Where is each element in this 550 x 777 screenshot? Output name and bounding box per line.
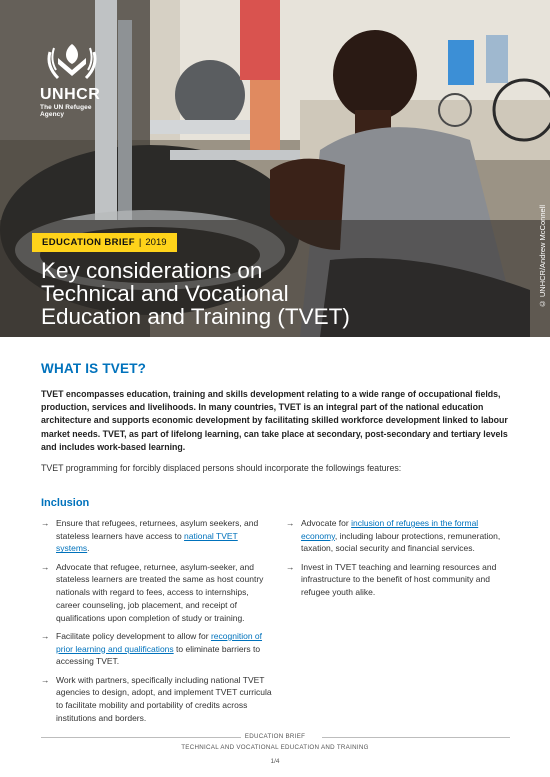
item-text: Facilitate policy development to allow for — [56, 630, 211, 641]
unhcr-emblem-icon — [44, 40, 100, 84]
list-item — [41, 561, 273, 625]
arrow-icon: → — [41, 518, 50, 528]
title-line-3: Education and Training (TVET) — [41, 304, 350, 329]
list-item — [286, 561, 511, 599]
page-number: 1/4 — [270, 758, 280, 765]
item-text: Advocate that refugee, returnee, asylum-seeker, and stateless learners are treated the same as host country nationals with regard to fees, access to internships, career counseling, job placement, and receipt of qualifications upon completion of study or training. — [56, 561, 264, 623]
brief-tag-separator: | — [138, 237, 142, 248]
item-text: . — [87, 543, 90, 554]
unhcr-logo — [40, 40, 110, 118]
arrow-icon: → — [41, 630, 50, 641]
brief-tag-label: EDUCATION BRIEF — [42, 237, 135, 248]
intro-bold-paragraph: TVET encompasses education, training and skills development relating to a wide range of occupational fields, production, services and livelihoods. In many countries, TVET is an integral part of the national education architecture and supports economic development by facilitating skilled workforce development linked to labour market needs. TVET, as part of lifelong learning, can take place at secondary, post-secondary and tertiary levels and includes work-based learning. — [41, 389, 508, 452]
brand-name: UNHCR — [40, 86, 101, 103]
item-text: Ensure that refugees, returnees, asylum seekers, and stateless learners have access to — [56, 518, 259, 541]
title-line-2: Technical and Vocational — [41, 281, 289, 306]
footer-subtitle: TECHNICAL AND VOCATIONAL EDUCATION AND TRAINING — [181, 744, 369, 751]
inclusion-list-right — [286, 517, 511, 604]
inclusion-subheading: Inclusion — [41, 497, 90, 509]
national-tvet-systems-link[interactable]: national TVET systems — [56, 530, 238, 554]
intro-paragraph: TVET programming for forcibly displaced persons should incorporate the followings features: — [41, 463, 402, 473]
page-title — [41, 259, 401, 328]
item-text: to eliminate barriers to accessing TVET. — [56, 643, 261, 667]
title-line-1: Key considerations on — [41, 258, 263, 283]
arrow-icon: → — [286, 561, 295, 572]
section-heading: WHAT IS TVET? — [41, 361, 147, 376]
footer-brief-label: EDUCATION BRIEF — [244, 733, 306, 740]
item-text: Work with partners, specifically including national TVET agencies to design, adopt, and implement TVET curricula to facilitate mobility and portability of credits across institutions and borders. — [56, 674, 272, 723]
item-text: Invest in TVET teaching and learning resources and infrastructure to the benefit of host community and refugee youth alike. — [301, 561, 497, 598]
inclusion-list-left — [41, 517, 273, 730]
recognition-prior-learning-link[interactable]: recognition of prior learning and qualifications — [56, 630, 263, 654]
brief-tag-year: 2019 — [145, 237, 167, 248]
arrow-icon: → — [41, 674, 50, 685]
photo-credit: © UNHCR/Andrew McConnell — [538, 205, 547, 309]
list-item — [41, 517, 273, 555]
item-text: Advocate for — [301, 518, 352, 528]
list-item — [41, 630, 273, 668]
inclusion-formal-economy-link[interactable]: inclusion of refugees in the formal economy — [301, 518, 479, 541]
item-text: , including labour protections, remuneration, taxation, social security and financial services. — [301, 530, 501, 554]
arrow-icon: → — [41, 561, 50, 572]
list-item — [286, 517, 511, 555]
arrow-icon: → — [286, 518, 295, 528]
education-brief-tag — [32, 233, 177, 252]
brand-tagline: The UN Refugee Agency — [40, 104, 92, 118]
hero-banner — [0, 0, 550, 337]
list-item — [41, 674, 273, 725]
